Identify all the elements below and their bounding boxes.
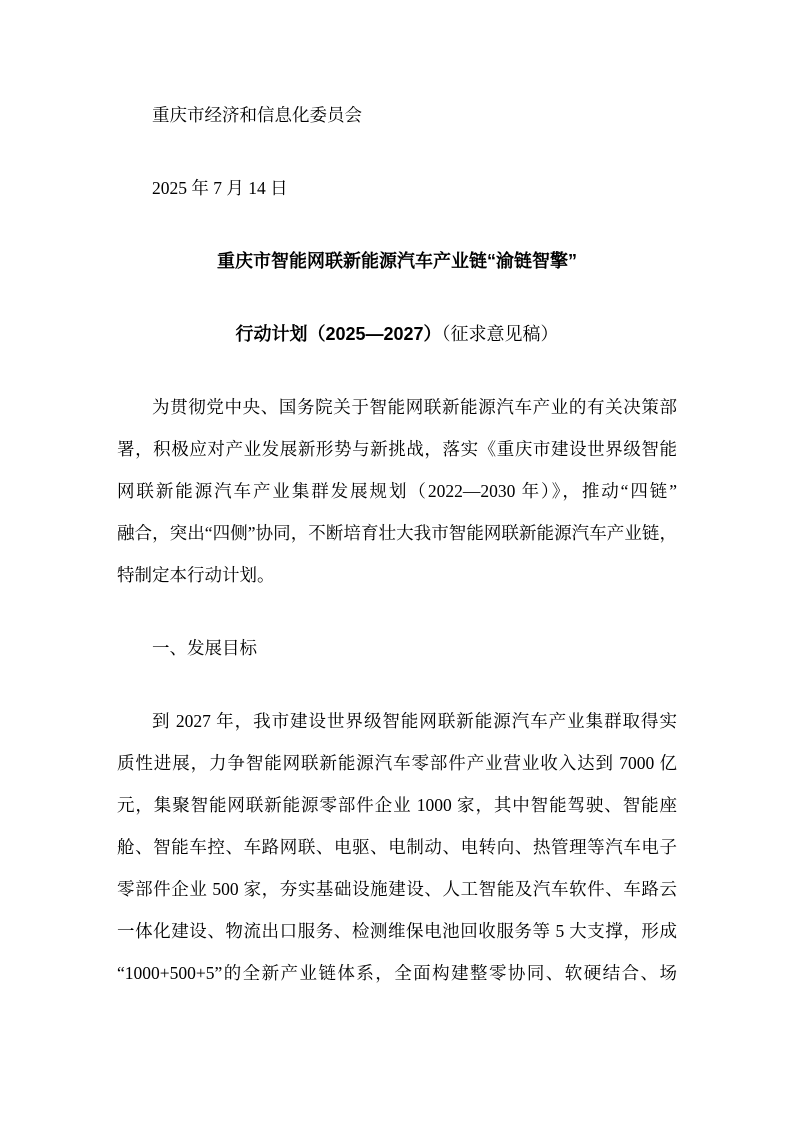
body-line: 一体化建设、物流出口服务、检测维保电池回收服务等 5 大支撑，形成 <box>117 921 677 941</box>
body-line: 网联新能源汽车产业集群发展规划（2022—2030 年）》，推动“四链” <box>117 481 677 501</box>
body-line: “1000+500+5”的全新产业链体系，全面构建整零协同、软硬结合、场 <box>117 963 677 983</box>
doc-title-line-2-main: 行动计划（2025—2027） <box>235 324 442 344</box>
body-line: 特制定本行动计划。 <box>117 565 275 585</box>
paragraph-preamble <box>117 386 677 596</box>
section-heading-development-goals: 一、发展目标 <box>152 638 257 658</box>
doc-title-line-2 <box>117 313 677 355</box>
sender-line: 重庆市经济和信息化委员会 <box>152 105 362 125</box>
doc-title-line-2-draft-note: （征求意见稿） <box>441 324 559 344</box>
body-line: 为贯彻党中央、国务院关于智能网联新能源汽车产业的有关决策部 <box>152 397 677 417</box>
body-line: 署，积极应对产业发展新形势与新挑战，落实《重庆市建设世界级智能 <box>117 439 677 459</box>
body-line: 舱、智能车控、车路网联、电驱、电制动、电转向、热管理等汽车电子 <box>117 837 677 857</box>
doc-title-line-1: 重庆市智能网联新能源汽车产业链“渝链智擎” <box>217 251 577 271</box>
body-line: 质性进展，力争智能网联新能源汽车零部件产业营业收入达到 7000 亿 <box>117 753 677 773</box>
body-line: 到 2027 年，我市建设世界级智能网联新能源汽车产业集群取得实 <box>152 711 677 731</box>
date-line: 2025 年 7 月 14 日 <box>152 178 288 198</box>
paragraph-goals <box>117 700 677 994</box>
body-line: 融合，突出“四侧”协同，不断培育壮大我市智能网联新能源汽车产业链， <box>117 523 677 543</box>
body-line: 元，集聚智能网联新能源零部件企业 1000 家，其中智能驾驶、智能座 <box>117 795 677 815</box>
body-line: 零部件企业 500 家，夯实基础设施建设、人工智能及汽车软件、车路云 <box>117 879 677 899</box>
